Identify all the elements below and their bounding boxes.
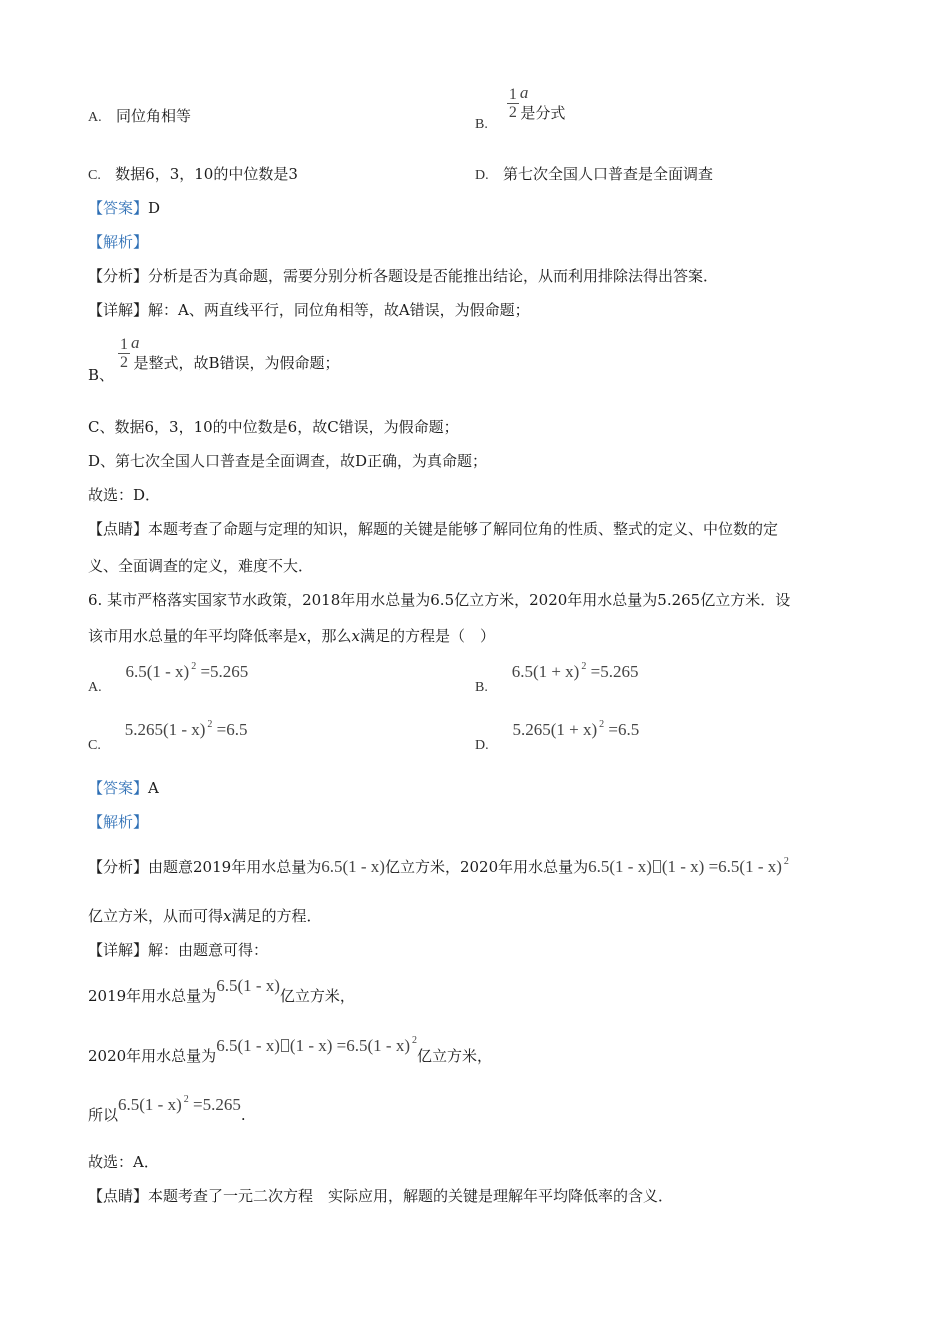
math-expr: 6.5(1 - x) — [588, 857, 652, 876]
q5-option-c — [88, 164, 298, 186]
q6-dianjing — [88, 1186, 673, 1206]
q5-xiangjie — [88, 300, 530, 320]
option-text: 第七次全国人口普查是全面调查 — [502, 165, 713, 183]
equation-rhs: =5.265 — [196, 662, 249, 681]
option-label: D. — [475, 738, 489, 753]
option-label: D. — [475, 168, 489, 183]
xiangjie-tag: 【详解】 — [88, 301, 149, 319]
dianjing-text: 本题考查了一元二次方程 实际应用，解题的关键是理解年平均降低率的含义． — [148, 1187, 674, 1205]
option-label: B. — [475, 116, 488, 132]
q6-option-a — [88, 661, 249, 695]
exponent: 2 — [411, 1035, 417, 1046]
math-expr: (1 - x) =6.5(1 - x) — [289, 1036, 410, 1055]
line-text: 亿立方米， — [279, 987, 355, 1005]
q5-option-d — [475, 164, 713, 186]
analysis-tag: 【解析】 — [88, 233, 149, 251]
answer-tag: 【答案】 — [88, 779, 149, 797]
analysis-tag: 【解析】 — [88, 813, 149, 831]
option-text: 同位角相等 — [115, 107, 191, 125]
option-text: 是分式 — [520, 103, 566, 122]
math-expr: (1 - x) =6.5(1 - x) — [661, 857, 782, 876]
fraction — [118, 336, 130, 371]
xiangjie-text: 解：由题意可得： — [148, 941, 269, 959]
q6-line-2019 — [88, 976, 355, 1005]
fenxi-tag: 【分析】 — [88, 858, 149, 876]
math-expr: =5.265 — [188, 1095, 241, 1114]
variable: a — [519, 82, 529, 102]
q6-option-c — [88, 719, 248, 753]
q5-jiexi — [88, 232, 148, 252]
q6-fenxi-cont — [88, 906, 322, 926]
option-label: A. — [88, 110, 102, 125]
q6-option-d — [475, 719, 640, 753]
equation-lhs: 6.5(1 - x) — [125, 662, 190, 681]
equation-lhs: 5.265(1 - x) — [124, 720, 206, 739]
dianjing-text: 本题考查了命题与定理的知识，解题的关键是能够了解同位角的性质、整式的定义、中位数的定 — [148, 520, 779, 538]
xiangjie-tag: 【详解】 — [88, 941, 149, 959]
q6-answer — [88, 778, 159, 798]
q5-line-b — [88, 332, 346, 384]
q6-jiexi — [88, 812, 148, 832]
missing-glyph-icon — [281, 1039, 289, 1052]
exponent: 2 — [207, 719, 213, 730]
line-text: 亿立方米， — [416, 1047, 492, 1065]
line-text: 2020年用水总量为 — [88, 1047, 217, 1065]
math-expr: 6.5(1 - x) — [118, 1095, 182, 1114]
fenxi-text: 满足的方程． — [231, 907, 322, 925]
q5-dianjing-cont: 义、全面调查的定义，难度不大． — [88, 557, 314, 575]
xiangjie-text: 解：A、两直线平行，同位角相等，故A错误，为假命题； — [148, 301, 530, 319]
variable-x: x — [351, 627, 360, 645]
answer-value: D — [148, 199, 161, 217]
answer-tag: 【答案】 — [88, 199, 149, 217]
fenxi-text: 分析是否为真命题，需要分别分析各题设是否能推出结论，从而利用排除法得出答案． — [148, 267, 719, 285]
exponent: 2 — [183, 1094, 189, 1105]
q5-guxuan: 故选：D． — [88, 486, 161, 504]
equation-rhs: =6.5 — [212, 720, 248, 739]
equation-lhs: 6.5(1 + x) — [511, 662, 580, 681]
variable-x: x — [223, 907, 232, 925]
option-label: C. — [88, 738, 101, 753]
q6-option-b — [475, 661, 639, 695]
dianjing-tag: 【点睛】 — [88, 1187, 149, 1205]
q5-option-a — [88, 106, 191, 128]
fenxi-text: 亿立方米，从而可得 — [88, 907, 224, 925]
answer-value: A — [148, 779, 159, 797]
fraction-numerator: 1 — [120, 336, 129, 353]
variable: a — [131, 332, 140, 352]
q5-line-d: D、第七次全国人口普查是全面调查，故D正确，为真命题； — [88, 452, 488, 470]
equation-rhs: =5.265 — [586, 662, 639, 681]
q6-xiangjie — [88, 940, 268, 960]
stem-text: 满足的方程是（ ） — [359, 627, 495, 645]
fraction-denominator: 2 — [508, 104, 517, 121]
q6-fenxi — [88, 857, 789, 880]
fraction — [507, 86, 519, 121]
q6-stem-line2 — [88, 626, 495, 646]
fraction-numerator: 1 — [508, 86, 517, 103]
exponent: 2 — [581, 661, 587, 672]
q6-guxuan: 故选：A． — [88, 1153, 159, 1171]
dianjing-tag: 【点睛】 — [88, 520, 149, 538]
option-text: 数据6，3，10的中位数是3 — [115, 165, 298, 183]
q6-stem-line1: 6. 某市严格落实国家节水政策，2018年用水总量为6.5亿立方米，2020年用水总量为5.265亿立方米．设 — [88, 591, 791, 609]
fraction-denominator: 2 — [120, 354, 129, 371]
option-label: C. — [88, 168, 101, 183]
q5-dianjing — [88, 519, 778, 539]
math-expr: 6.5(1 - x) — [321, 857, 385, 876]
math-expr: 6.5(1 - x) — [216, 1036, 280, 1055]
stem-text: 该市用水总量的年平均降低率是 — [88, 627, 299, 645]
q5-answer — [88, 198, 160, 218]
stem-text: ，那么 — [306, 627, 352, 645]
line-text: 是整式，故B错误，为假命题； — [133, 353, 340, 372]
fenxi-tag: 【分析】 — [88, 267, 149, 285]
equation-rhs: =6.5 — [604, 720, 640, 739]
fenxi-text: 由题意2019年用水总量为 — [148, 858, 322, 876]
q6-line-2020 — [88, 1035, 492, 1065]
q5-fenxi — [88, 266, 718, 286]
exponent: 2 — [191, 661, 197, 672]
exponent: 2 — [783, 856, 789, 867]
math-expr: 6.5(1 - x) — [216, 976, 280, 995]
exponent: 2 — [599, 719, 605, 730]
option-label: B. — [475, 680, 488, 695]
line-prefix: B、 — [88, 365, 115, 384]
q5-option-b — [475, 82, 573, 132]
missing-glyph-icon — [653, 860, 661, 873]
q5-line-c: C、数据6，3，10的中位数是6，故C错误，为假命题； — [88, 418, 459, 436]
line-text: 2019年用水总量为 — [88, 987, 217, 1005]
line-text: 所以 — [88, 1106, 119, 1124]
line-text: . — [240, 1106, 246, 1124]
fenxi-text: 亿立方米，2020年用水总量为 — [384, 858, 589, 876]
option-label: A. — [88, 680, 102, 695]
equation-lhs: 5.265(1 + x) — [512, 720, 598, 739]
q6-line-suoyi — [88, 1094, 246, 1124]
variable-x: x — [298, 627, 307, 645]
